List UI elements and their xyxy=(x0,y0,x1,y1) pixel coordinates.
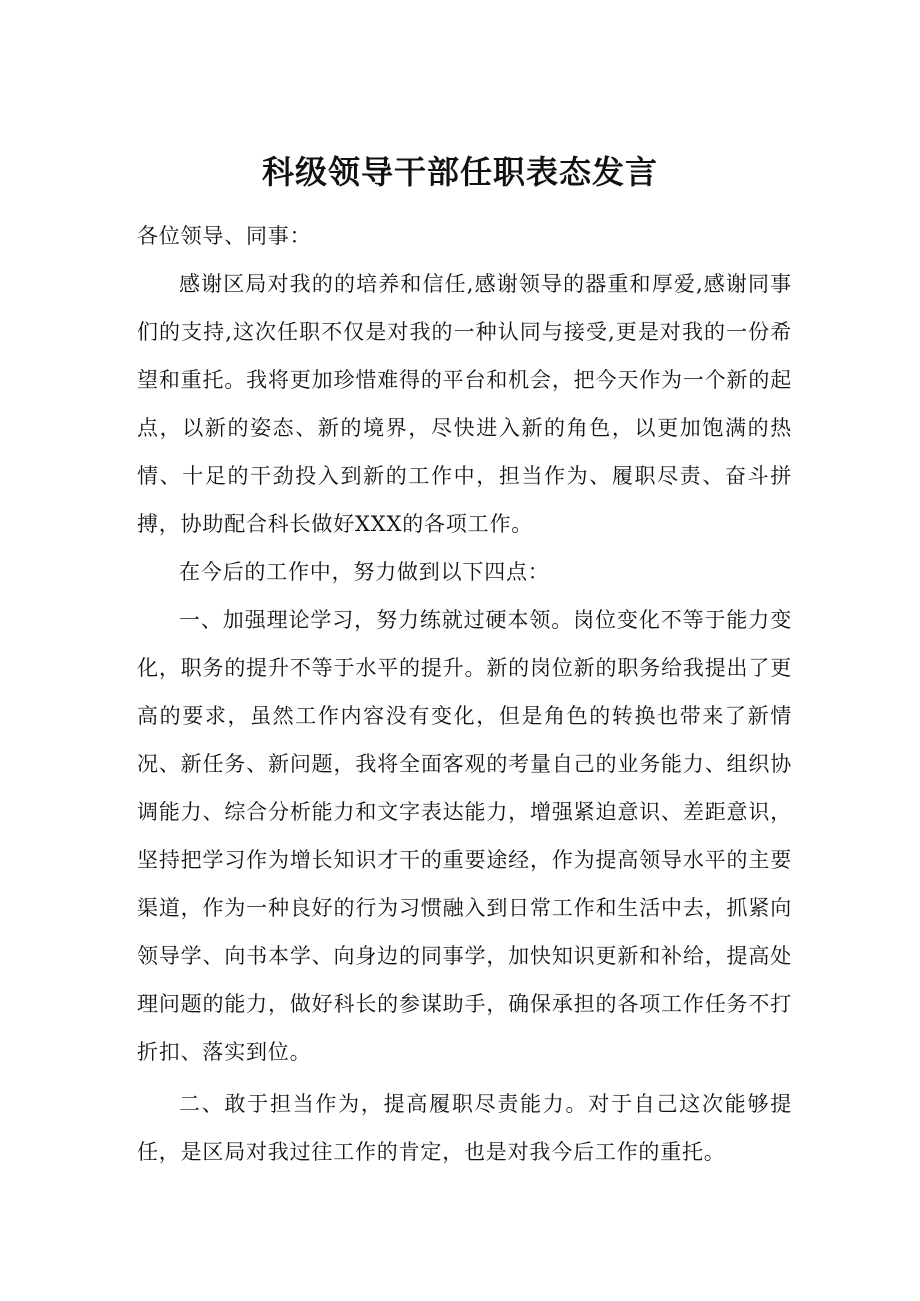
paragraph-point-two: 二、敢于担当作为，提高履职尽责能力。对于自己这次能够提任，是区局对我过往工作的肯定，也是对我今后工作的重托。 xyxy=(137,1092,792,1164)
document-body xyxy=(137,212,792,1176)
paragraph-intro-points: 在今后的工作中，努力做到以下四点： xyxy=(179,560,550,584)
paragraph-point-one: 一、加强理论学习，努力练就过硬本领。岗位变化不等于能力变化，职务的提升不等于水平的提升。新的岗位新的职务给我提出了更高的要求，虽然工作内容没有变化，但是角色的转换也带来了新情况、新任务、新问题，我将全面客观的考量自己的业务能力、组织协调能力、综合分析能力和文字表达能力，增强紧迫意识、差距意识，坚持把学习作为增长知识才干的重要途经，作为提高领导水平的主要渠道，作为一种良好的行为习惯融入到日常工作和生活中去，抓紧向领导学、向书本学、向身边的同事学，加快知识更新和补给，提高处理问题的能力，做好科长的参谋助手，确保承担的各项工作任务不打折扣、落实到位。 xyxy=(137,608,792,1064)
document-title: 科级领导干部任职表态发言 xyxy=(261,153,658,191)
salutation: 各位领导、同事： xyxy=(137,224,312,248)
paragraph-thanks: 感谢区局对我的的培养和信任,感谢领导的器重和厚爱,感谢同事们的支持,这次任职不仅是对我的一种认同与接受,更是对我的一份希望和重托。我将更加珍惜难得的平台和机会，把今天作为一个新的起点，以新的姿态、新的境界，尽快进入新的角色，以更加饱满的热情、十足的干劲投入到新的工作中，担当作为、履职尽责、奋斗拼搏，协助配合科长做好XXX的各项工作。 xyxy=(137,272,792,536)
